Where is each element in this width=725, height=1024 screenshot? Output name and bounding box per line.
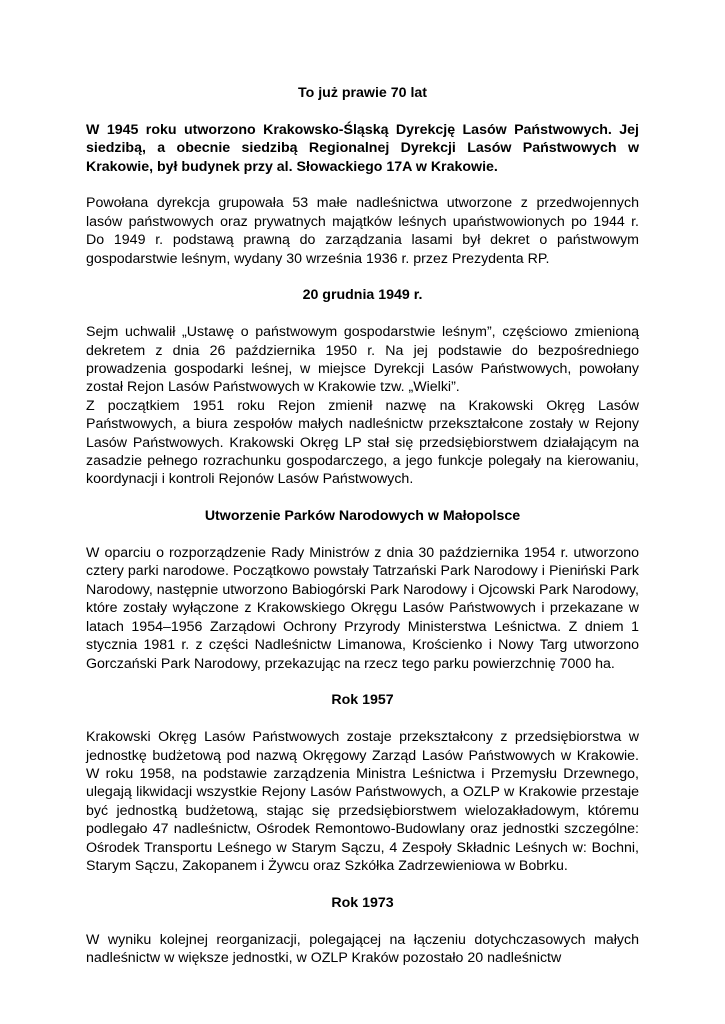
intro-paragraph: Powołana dyrekcja grupowała 53 małe nadleśnictwa utworzone z przedwojennych lasów państwowych oraz prywatnych majątków leśnych upaństwowionych po 1944 r. Do 1949 r. podstawą prawną do zarządzania lasami był dekret o państwowym gospodarstwie leśnym, wydany 30 września 1936 r. przez Prezydenta RP. bbox=[86, 195, 639, 267]
section-1949-paragraph-2: Z początkiem 1951 roku Rejon zmienił nazwę na Krakowski Okręg Lasów Państwowych, a biura zespołów małych nadleśnictw przekształcone zostały w Rejony Lasów Państwowych. Krakowski Okręg LP stał się przedsiębiorstwem działającym na zasadzie pełnego rozrachunku gospodarczego, a jego funkcje polegały na kierowaniu, koordynacji i kontroli Rejonów Lasów Państwowych. bbox=[86, 397, 639, 488]
section-1973-paragraph: W wyniku kolejnej reorganizacji, polegającej na łączeniu dotychczasowych małych nadleśnictw w większe jednostki, w OZLP Kraków pozostało 20 nadleśnictw bbox=[86, 931, 639, 966]
lead-paragraph: W 1945 roku utworzono Krakowsko-Śląską Dyrekcję Lasów Państwowych. Jej siedzibą, a obecnie siedzibą Regionalnej Dyrekcji Lasów Państwowych w Krakowie, był budynek przy al. Słowackiego 17A w Krakowie. bbox=[86, 121, 639, 175]
section-heading-1949: 20 grudnia 1949 r. bbox=[302, 287, 423, 304]
document-page bbox=[86, 84, 639, 967]
section-heading-parks: Utworzenie Parków Narodowych w Małopolsce bbox=[204, 508, 521, 525]
section-heading-1957: Rok 1957 bbox=[331, 692, 394, 709]
section-1949-paragraph-1: Sejm uchwalił „Ustawę o państwowym gospodarstwie leśnym”, częściowo zmienioną dekretem z dnia 26 października 1950 r. Na jej podstawie do bezpośredniego prowadzenia gospodarki leśnej, w miejsce Dyrekcji Lasów Państwowych, powołany został Rejon Lasów Państwowych w Krakowie tzw. „Wielki”. bbox=[86, 324, 639, 396]
document-title: To już prawie 70 lat bbox=[297, 85, 428, 101]
section-parks-paragraph: W oparciu o rozporządzenie Rady Ministrów z dnia 30 października 1954 r. utworzono cztery parki narodowe. Początkowo powstały Tatrzański Park Narodowy i Pieniński Park Narodowy, następnie utworzono Babiogórski Park Narodowy i Ojcowski Park Narodowy, które zostały wyłączone z Krakowskiego Okręgu Lasów Państwowych i przekazane w latach 1954–1956 Zarządowi Ochrony Przyrody Ministerstwa Leśnictwa. Z dniem 1 stycznia 1981 r. z części Nadleśnictw Limanowa, Krościenko i Nowy Targ utworzono Gorczański Park Narodowy, przekazując na rzecz tego parku powierzchnię 7000 ha. bbox=[86, 545, 639, 672]
section-1957-paragraph: Krakowski Okręg Lasów Państwowych zostaje przekształcony z przedsiębiorstwa w jednostkę budżetową pod nazwą Okręgowy Zarząd Lasów Państwowych w Krakowie. W roku 1958, na podstawie zarządzenia Ministra Leśnictwa i Przemysłu Drzewnego, ulegają likwidacji wszystkie Rejony Lasów Państwowych, a OZLP w Krakowie przestaje być jednostką budżetową, stając się przedsiębiorstwem wielozakładowym, któremu podlegało 47 nadleśnictw, Ośrodek Remontowo-Budowlany oraz jednostki szczególne: Ośrodek Transportu Leśnego w Starym Sączu, 4 Zespoły Składnic Leśnych w: Bochni, Starym Sączu, Zakopanem i Żywcu oraz Szkółka Zadrzewieniowa w Bobrku. bbox=[86, 729, 639, 874]
section-heading-1973: Rok 1973 bbox=[331, 894, 394, 911]
